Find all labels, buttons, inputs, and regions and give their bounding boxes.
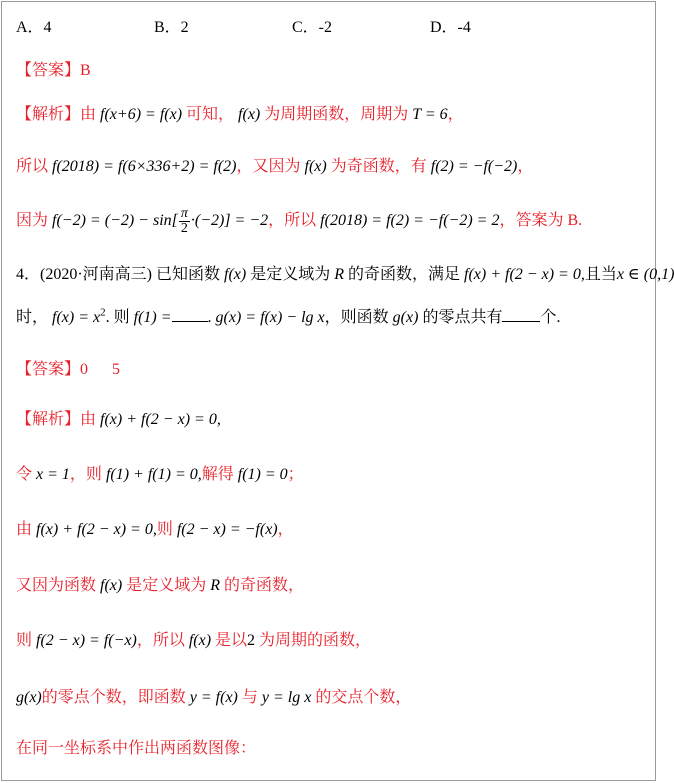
text: 时， <box>16 309 49 326</box>
text: ， <box>447 106 464 123</box>
formula: f(2) = −f(−2) <box>430 158 518 175</box>
formula: f(2018) = f(2) = −f(−2) = 2 <box>320 212 500 230</box>
answer-value: B <box>80 62 91 79</box>
text: 由 <box>16 521 33 538</box>
text: ， <box>517 158 534 175</box>
answer-tag: 【答案】 <box>16 62 81 79</box>
formula: f(x) <box>188 632 212 649</box>
text: 是定义域为 <box>250 266 331 283</box>
formula: x = 1 <box>36 466 70 483</box>
text: 4．(2020·河南高三) 已知函数 <box>16 266 220 283</box>
q4-analysis-line-5 <box>16 630 371 652</box>
q4-answer <box>16 359 120 381</box>
q4-analysis-line-6 <box>16 687 411 709</box>
choice-b[interactable]: B．2 <box>154 19 189 36</box>
text: 因为 <box>16 212 49 230</box>
denominator: 2 <box>180 221 188 236</box>
text: 又因为函数 <box>16 577 97 594</box>
text: 与 <box>241 689 258 706</box>
text: 可知， <box>186 106 235 123</box>
formula: f(1) + f(1) = 0, <box>105 466 202 483</box>
numerator: π <box>180 206 188 221</box>
q4-analysis-line-7 <box>16 738 256 760</box>
q3-analysis-line-2 <box>16 156 533 178</box>
text: . 则 <box>105 309 130 326</box>
text: 的奇函数，满足 <box>348 266 461 283</box>
text: 的交点个数， <box>315 689 412 706</box>
formula: f(x) <box>238 106 261 123</box>
text: 为周期函数，周期为 <box>264 106 409 123</box>
formula: f(x) + f(2 − x) = 0, <box>36 521 157 538</box>
q4-analysis-line-2 <box>16 464 304 486</box>
text: ，答案为 B. <box>499 212 583 230</box>
formula: f(2 − x) = f(−x) <box>36 632 137 649</box>
formula: g(x) = f(x) − lg x <box>215 309 325 326</box>
formula: f(x) <box>100 577 123 594</box>
formula: g(x) <box>392 309 419 326</box>
text: 的零点共有 <box>422 309 503 326</box>
superscript: 2 <box>100 306 106 319</box>
text: ，则函数 <box>324 309 389 326</box>
text: 令 <box>16 466 33 483</box>
q4-stem-line-2 <box>16 307 560 329</box>
text: . <box>207 309 212 326</box>
choice-c[interactable]: C．-2 <box>292 19 333 36</box>
formula: f(x) + f(2 − x) = 0, <box>464 266 585 283</box>
formula: f(x) <box>304 158 327 175</box>
formula: R <box>210 577 221 594</box>
text: 的零点个数，即函数 <box>41 689 186 706</box>
text: 解得 <box>201 466 234 483</box>
formula: f(x+6) = f(x) <box>100 106 183 123</box>
text: 个. <box>540 309 561 326</box>
analysis-tag: 【解析】 <box>16 106 81 123</box>
q3-answer <box>16 60 91 82</box>
text: ，则 <box>69 466 102 483</box>
formula: R <box>334 266 344 283</box>
text: ； <box>287 466 304 483</box>
text: ，所以 <box>136 632 185 649</box>
answer-blank-1[interactable] <box>172 307 208 322</box>
formula: T = 6 <box>412 106 448 123</box>
formula: x ∈ (0,1) <box>616 266 674 283</box>
document-page <box>1 1 674 781</box>
formula: f(x) = x <box>52 309 101 326</box>
q3-analysis-line-3 <box>16 207 582 236</box>
choice-d[interactable]: D．-4 <box>430 19 471 36</box>
text: 则 <box>156 521 173 538</box>
formula: y = f(x) <box>189 689 238 706</box>
formula: 2 <box>247 632 256 649</box>
text: 为奇函数，有 <box>330 158 427 175</box>
text: ，所以 <box>268 212 317 230</box>
q4-analysis-line-1 <box>16 409 221 431</box>
text: 且当 <box>584 266 617 283</box>
analysis-tag: 【解析】 <box>16 411 81 428</box>
text: 由 <box>80 411 97 428</box>
answer-tag: 【答案】 <box>16 361 81 378</box>
formula: f(x) + f(2 − x) = 0, <box>100 411 221 428</box>
q4-analysis-line-3 <box>16 519 294 541</box>
formula: f(−2) = (−2) − sin[ <box>52 212 178 230</box>
q4-analysis-line-4 <box>16 575 304 597</box>
formula: ·(−2)] = −2 <box>190 212 269 230</box>
text: 是以 <box>215 632 248 649</box>
text: 是定义域为 <box>126 577 207 594</box>
text: 所以 <box>16 158 49 175</box>
answer-blank-2[interactable] <box>502 307 540 322</box>
fraction <box>179 207 190 236</box>
text: 的奇函数， <box>224 577 305 594</box>
q4-stem-line-1 <box>16 264 674 286</box>
text: ， <box>277 521 294 538</box>
choice-a[interactable]: A．4 <box>16 19 52 36</box>
text: 在同一坐标系中作出两函数图像： <box>16 740 257 757</box>
formula: g(x) <box>16 689 42 706</box>
formula: f(1) = 0 <box>237 466 288 483</box>
q3-analysis-line-1 <box>16 104 464 126</box>
formula: f(2 − x) = −f(x) <box>176 521 278 538</box>
text: 为周期的函数， <box>259 632 372 649</box>
formula: f(2018) = f(6×336+2) = f(2) <box>52 158 237 175</box>
answer-value: 0 5 <box>80 361 121 378</box>
formula: f(1) = <box>133 309 172 326</box>
formula: f(x) <box>224 266 247 283</box>
text: ，又因为 <box>236 158 301 175</box>
formula: y = lg x <box>261 689 312 706</box>
text: 由 <box>80 106 97 123</box>
text: 则 <box>16 632 33 649</box>
